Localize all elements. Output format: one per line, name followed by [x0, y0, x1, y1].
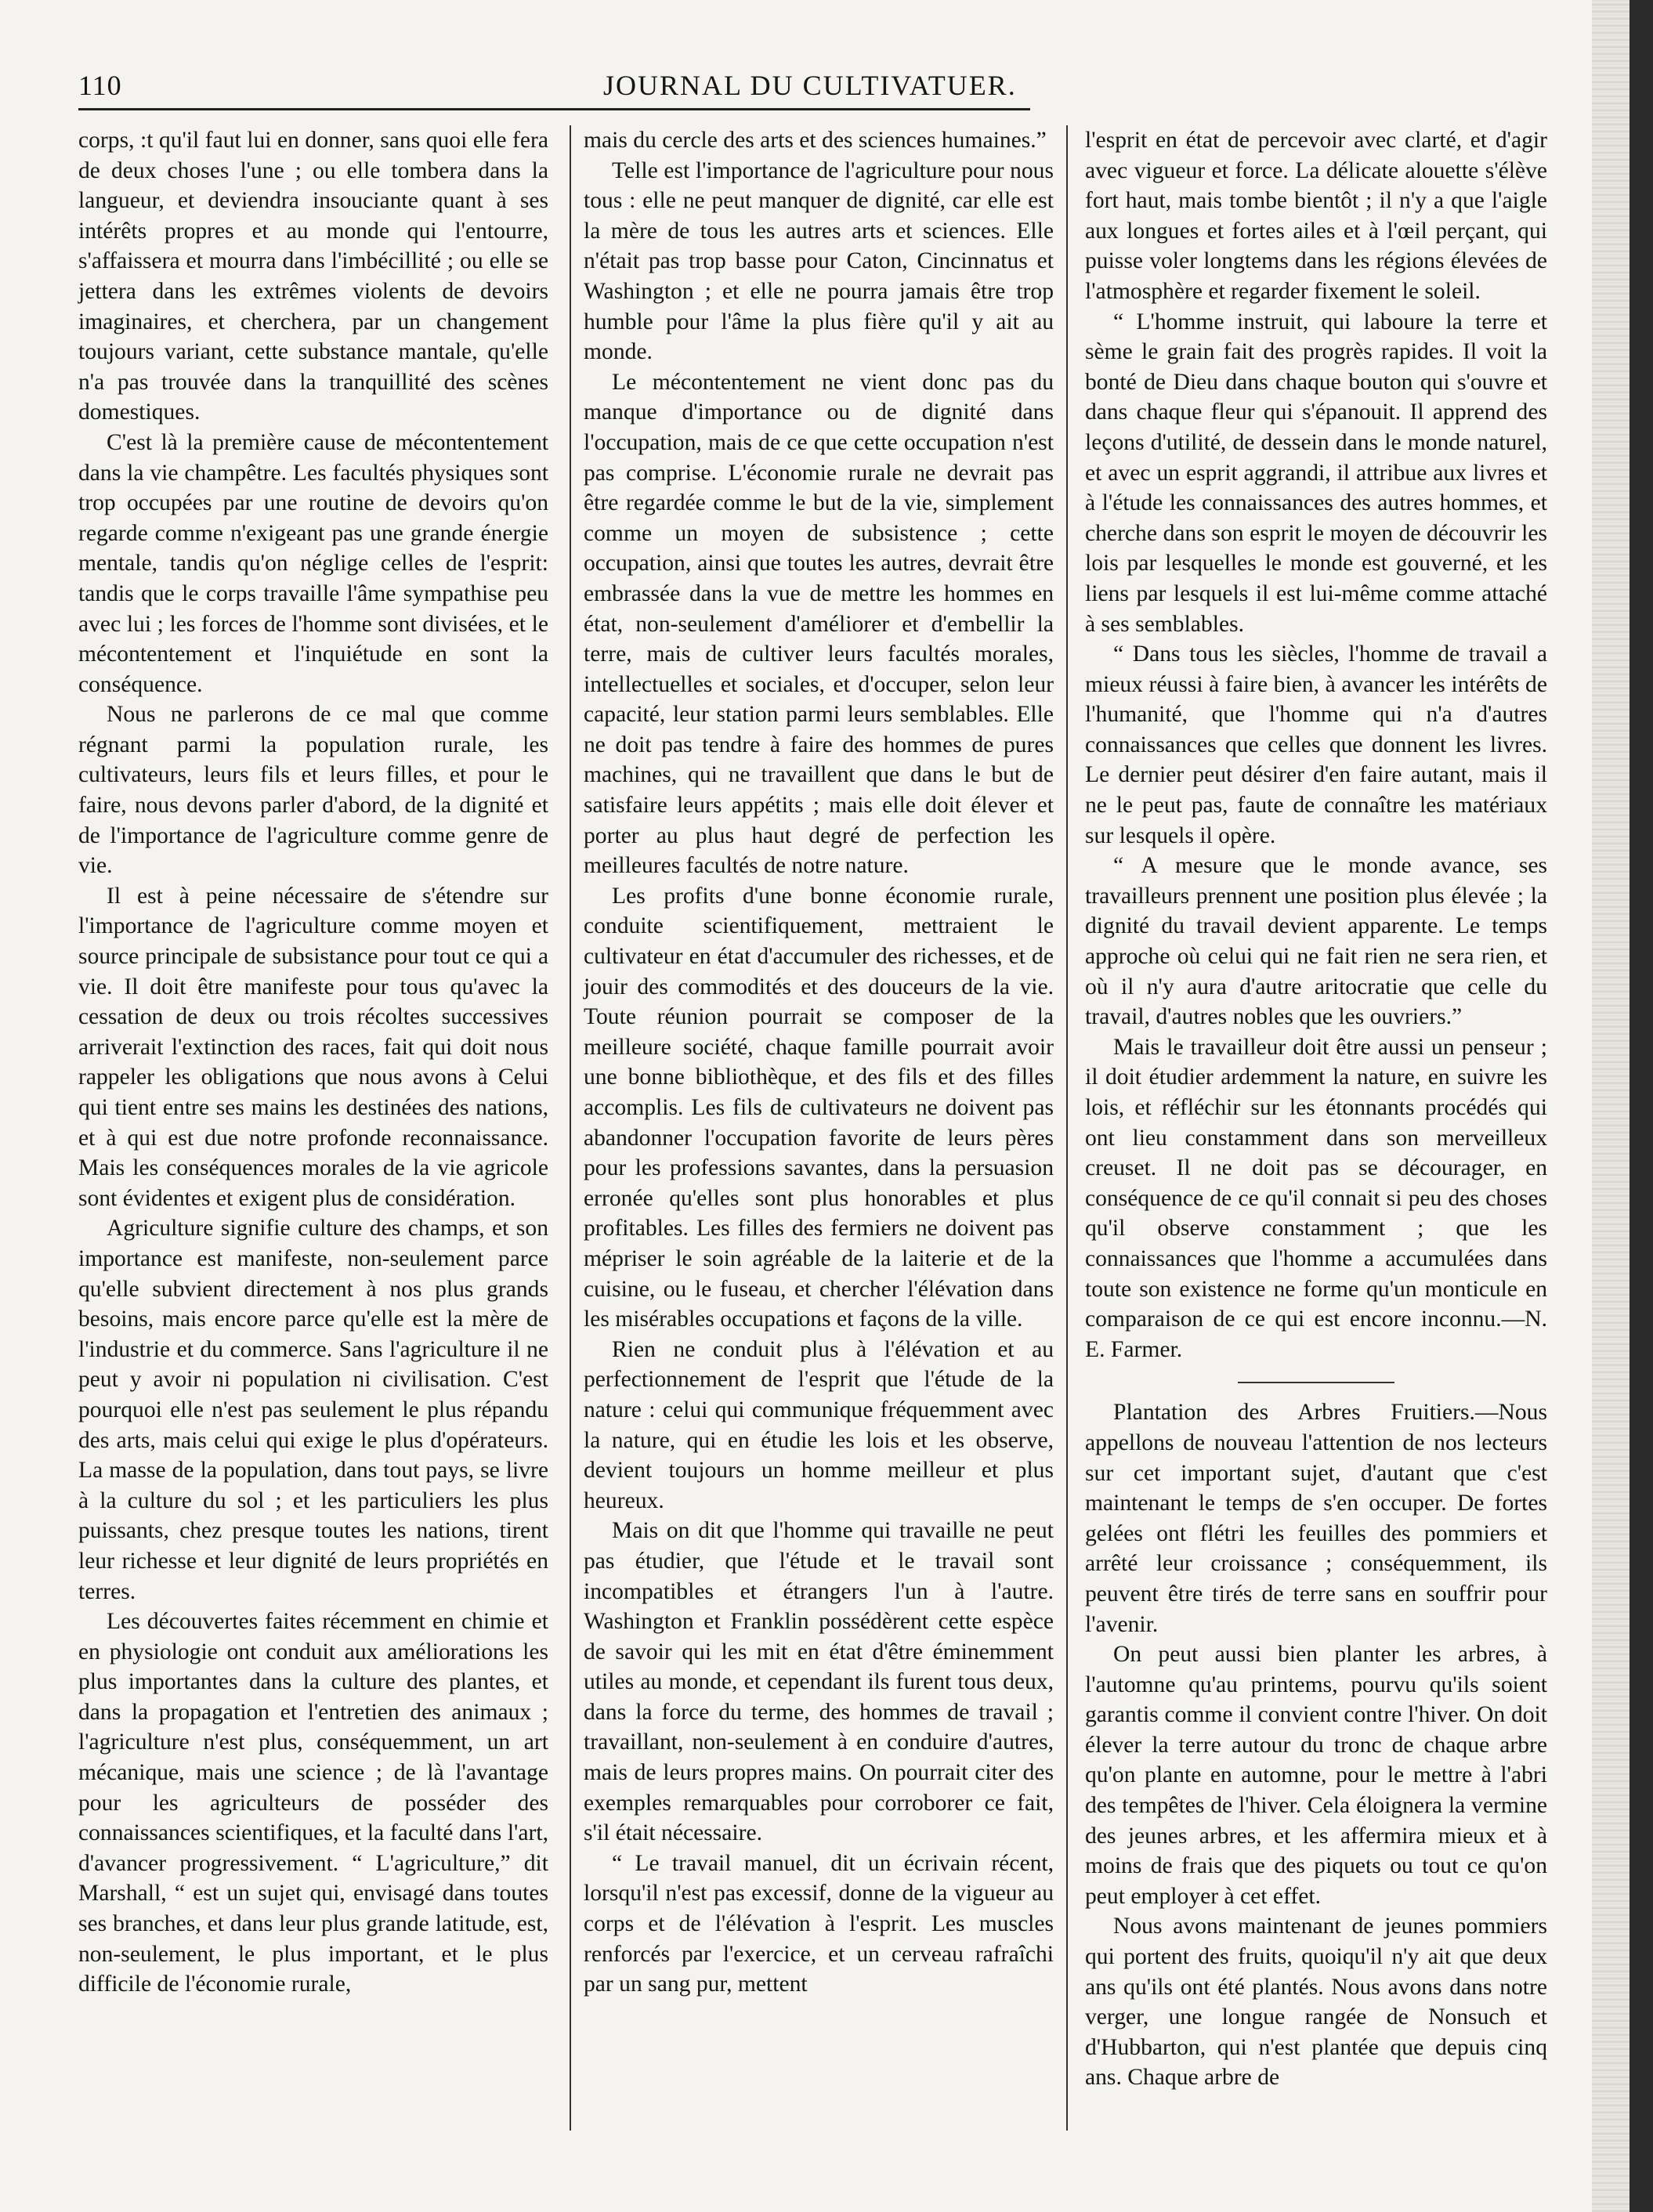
paragraph: mais du cercle des arts et des sciences humaines.”	[584, 128, 1047, 153]
paragraph: “ A mesure que le monde avance, ses travailleurs prennent une position plus élevée ; la dignité du travail devient apparente. Le temps approche où celui qui ne fait rien ne sera rien, et où il n'y aura d'autre aritocratie que celle du travail, d'autres nobles que les ouvriers.”	[1085, 853, 1547, 1030]
paragraph: “ Le travail manuel, dit un écrivain récent, lorsqu'il n'est pas excessif, donne de la vigueur au corps et de l'élévation à l'esprit. Les muscles renforcés par l'exercice, et un cerveau rafraîchi par un sang pur, mettent	[584, 1850, 1054, 1997]
column-divider	[1066, 125, 1068, 2131]
journal-title: JOURNAL DU CULTIVATUER.	[603, 70, 1017, 101]
paragraph: Agriculture signifie culture des champs, et son importance est manifeste, non-seulement parce qu'elle subvient directement à nos plus grands besoins, mais encore parce qu'elle est la mère de l'industrie et du commerce. Sans l'agriculture il ne peut y avoir ni population ni civilisation. C'est pourquoi elle n'est pas seulement le plus répandu des arts, mais celui qui exige le plus d'opérateurs. La masse de la population, dans tout pays, se livre à la culture du sol ; et les particuliers les plus puissants, chez presque toutes les nations, tirent leur richesse et leur dignité de leurs propriétés en terres.	[78, 1216, 548, 1604]
column-1	[78, 125, 548, 2000]
paragraph: Nous ne parlerons de ce mal que comme régnant parmi la population rurale, les cultivateurs, leurs fils et leurs filles, et pour le faire, nous devons parler d'abord, de la dignité et de l'importance de l'agriculture comme genre de vie.	[78, 702, 548, 879]
page-number: 110	[78, 70, 122, 101]
page-header	[78, 64, 1030, 103]
paragraph: Le mécontentement ne vient donc pas du manque d'importance ou de dignité dans l'occupation, mais de ce que cette occupation n'est pas comprise. L'économie rurale ne devrait pas être regardée comme le but de la vie, simplement comme un moyen de subsistence ; cette occupation, ainsi que toutes les autres, devrait être embrassée dans la vue de mettre les hommes en état, non-seulement d'améliorer et d'embellir la terre, mais de cultiver leurs facultés morales, intellectuelles et sociales, et d'occuper, selon leur capacité, leur station parmi leurs semblables. Elle ne doit pas tendre à faire des hommes de pures machines, qui ne travaillent que dans le but de satisfaire leurs appétits ; mais elle doit élever et porter au plus haut degré de perfection les meilleures facultés de notre nature.	[584, 369, 1054, 879]
paragraph: Mais le travailleur doit être aussi un penseur ; il doit étudier ardemment la nature, en suivre les lois, et réfléchir sur les étonnants procédés qui ont lieu constamment dans son merveilleux creuset. Il ne doit pas se décourager, en conséquence de ce qu'il connait si peu des choses qu'il observe constamment ; que les connaissances que l'homme a accumulées dans toute son existence ne forme qu'un monticule en comparaison de ce qui est encore inconnu.—N. E. Farmer.	[1085, 1034, 1547, 1362]
header-rule	[78, 108, 1030, 110]
column-2	[584, 125, 1054, 2000]
paragraph: Il est à peine nécessaire de s'étendre sur l'importance de l'agriculture comme moyen et source principale de subsistance pour tout ce qui a vie. Il doit être manifeste pour tous qu'avec la cessation de deux ou trois récoltes successives arriverait l'extinction des races, fait qui doit nous rappeler les obligations que nous avons à Celui qui tient entre ses mains les destinées des nations, et à qui est due notre profonde reconnaissance. Mais les conséquences morales de la vie agricole sont évidentes et exigent plus de considération.	[78, 883, 548, 1211]
paragraph: Rien ne conduit plus à l'élévation et au perfectionnement de l'esprit que l'étude de la nature : celui qui communique fréquemment avec la nature, qui en étudie les lois et les observe, devient toujours un homme meilleur et plus heureux.	[584, 1336, 1054, 1513]
paragraph: Les découvertes faites récemment en chimie et en physiologie ont conduit aux améliorations les plus importantes dans la culture des plantes, et dans la propagation et l'entretien des animaux ; l'agriculture n'est plus, conséquemment, un art mécanique, mais une science ; de là l'avantage pour les agriculteurs de posséder des connaissances scientifiques, et la faculté dans l'art, d'avancer progressivement. “ L'agriculture,” dit Marshall, “ est un sujet qui, envisagé dans toutes ses branches, et dans leur plus grande latitude, est, non-seulement, le plus important, et le plus difficile de l'économie rurale,	[78, 1609, 548, 1997]
paragraph: “ L'homme instruit, qui laboure la terre et sème le grain fait des progrès rapides. Il voit la bonté de Dieu dans chaque bouton qui s'ouvre et dans chaque fleur qui s'épanouit. Il apprend des leçons d'utilité, de dessein dans le monde naturel, et avec un esprit aggrandi, il attribue aux livres et à l'étude les connaissances des autres hommes, et cherche dans son esprit le moyen de découvrir les lois par lesquelles le monde est gouverné, et les liens par lesquels il est lui-même comme attaché à ses semblables.	[1085, 309, 1547, 637]
paragraph: Nous avons maintenant de jeunes pommiers qui portent des fruits, quoiqu'il n'y ait que deux ans qu'ils ont été plantés. Nous avons dans notre verger, une longue rangée de Nonsuch et d'Hubbarton, qui n'est plantée que depuis cinq ans. Chaque arbre de	[1085, 1914, 1547, 2091]
binding-shadow	[1629, 0, 1653, 2212]
paragraph: C'est là la première cause de mécontentement dans la vie champêtre. Les facultés physiques sont trop occupées par une routine de devoirs qu'on regarde comme n'exigeant pas une grande énergie mentale, tandis qu'on néglige celles de l'esprit: tandis que le corps travaille l'âme sympathise peu avec lui ; les forces de l'homme sont divisées, et le mécontentement et l'inquiétude en sont la conséquence.	[78, 429, 548, 697]
column-divider	[570, 125, 571, 2131]
paragraph: l'esprit en état de percevoir avec clarté, et d'agir avec vigueur et force. La délicate alouette s'élève fort haut, mais tombe bientôt ; il n'y a que l'aigle aux longues et fortes ailes et à l'œil perçant, qui puisse voler longtems dans les régions élevées de l'atmosphère et regarder fixement le soleil.	[1085, 128, 1547, 304]
paragraph: Plantation des Arbres Fruitiers.—Nous appellons de nouveau l'attention de nos lecteurs sur cet important sujet, d'autant que c'est maintenant le temps de s'en occuper. De fortes gelées ont flétri les feuilles des pommiers et arrêté leur croissance ; conséquemment, ils peuvent être tirés de terre sans en souffrir pour l'avenir.	[1085, 1400, 1547, 1637]
paragraph: On peut aussi bien planter les arbres, à l'automne qu'au printems, pourvu qu'ils soient garantis comme il convient contre l'hiver. On doit élever la terre autour du tronc de chaque arbre qu'on plante en automne, pour le mettre à l'abri des tempêtes de l'hiver. Cela éloignera la vermine des jeunes arbres, et les affermira mieux et à moins de frais que des piquets ou tout ce qu'on peut employer à cet effet.	[1085, 1642, 1547, 1909]
paragraph: Telle est l'importance de l'agriculture pour nous tous : elle ne peut manquer de dignité, car elle est la mère de tous les autres arts et sciences. Elle n'était pas trop basse pour Caton, Cincinnatus et Washington ; et elle ne pourra jamais être trop humble pour l'âme la plus fière qu'il y ait au monde.	[584, 157, 1054, 365]
paragraph: “ Dans tous les siècles, l'homme de travail a mieux réussi à faire bien, à avancer les intérêts de l'humanité, que l'homme qui n'a d'autres connaissances que celles que donnent les livres. Le dernier peut désirer d'en faire autant, mais il ne le peut pas, faute de connaître les matériaux sur lesquels il opère.	[1085, 642, 1547, 848]
section-divider	[1238, 1382, 1394, 1383]
paragraph: corps, :t qu'il faut lui en donner, sans quoi elle fera de deux choses l'une ; ou elle tombera dans la langueur, et deviendra insouciante quant à ses intérêts propres et au monde qui l'entourre, s'affaissera et mourra dans l'imbécillité ; ou elle se jettera dans les extrêmes violents de devoirs imaginaires, et cherchera, par un changement toujours variant, cette substance mantale, qu'elle n'a pas trouvée dans la tranquillité des scènes domestiques.	[78, 128, 548, 425]
paragraph: Les profits d'une bonne économie rurale, conduite scientifiquement, mettraient le cultivateur en état d'accumuler des richesses, et de jouir des commodités et des douceurs de la vie. Toute réunion pourrait se composer de la meilleure société, chaque famille pourrait avoir une bonne bibliothèque, et des fils et des filles accomplis. Les fils de cultivateurs ne doivent pas abandonner l'occupation favorite de leurs pères pour les professions savantes, dans la persuasion erronée qu'elles sont plus honorables et plus profitables. Les filles des fermiers ne doivent pas mépriser le soin agréable de la laiterie et de la cuisine, ou le fuseau, et chercher l'élévation dans les misérables occupations et façons de la ville.	[584, 883, 1054, 1332]
paragraph: Mais on dit que l'homme qui travaille ne peut pas étudier, que l'étude et le travail sont incompatibles et étrangers l'un à l'autre. Washington et Franklin possédèrent cette espèce de savoir qui les mit en état d'être éminemment utiles au monde, et cependant ils furent tous deux, dans la force du terme, des hommes de travail ; travaillant, non-seulement à en conduire d'autres, mais de leurs propres mains. On pourrait citer des exemples remarquables pour corroborer ce fait, s'il était nécessaire.	[584, 1518, 1054, 1846]
column-3	[1085, 125, 1547, 2093]
